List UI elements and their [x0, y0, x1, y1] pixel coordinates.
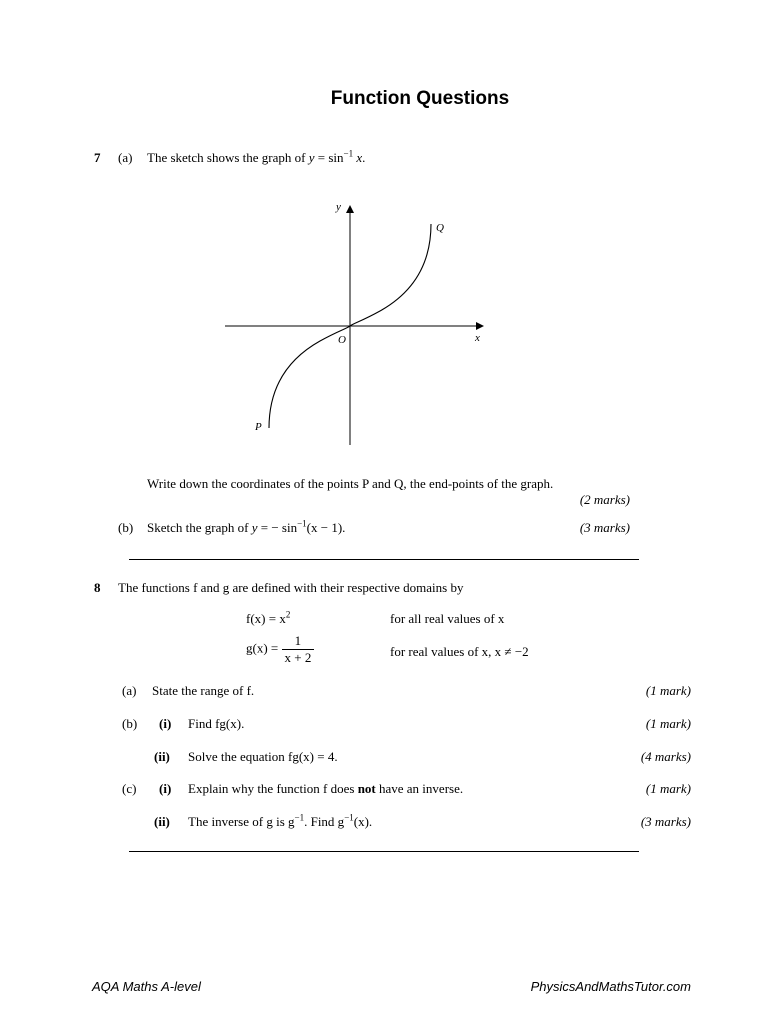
q7b-eq-y: y	[251, 520, 258, 535]
q7a-eq-mid: = sin	[314, 150, 344, 165]
q7a-instruction: Write down the coordinates of the points P and Q, the end-points of the graph.	[147, 476, 554, 491]
q8b-i-text: Find fg(x).	[188, 716, 245, 731]
q8a-marks: (1 mark)	[645, 683, 691, 698]
q8-g-definition	[246, 633, 314, 666]
y-axis-label: y	[336, 201, 341, 213]
q8c-ii-label: (ii)	[154, 814, 170, 829]
q8a-text: State the range of f.	[152, 683, 255, 698]
q7a-eq-y: y	[308, 150, 315, 165]
question-7-number: 7	[94, 150, 101, 165]
q8c-ii-text-post: (x).	[353, 814, 373, 829]
q8-f-domain: for all real values of x	[390, 611, 505, 626]
point-p-label: P	[255, 421, 262, 433]
x-axis-label: x	[475, 332, 480, 344]
q8-f-def-sup: 2	[285, 609, 291, 620]
q7b-eq-sup: −1	[297, 518, 307, 529]
q8-f-definition	[246, 611, 290, 627]
q8c-label: (c)	[122, 781, 137, 796]
q8c-i-label: (i)	[159, 781, 172, 796]
question-8-number: 8	[94, 580, 101, 595]
q7b-text	[147, 520, 345, 536]
q7b-eq-tail: (x − 1).	[306, 520, 346, 535]
q8-intro: The functions f and g are defined with their respective domains by	[118, 580, 464, 595]
q8-g-def-text: g(x) =	[246, 640, 279, 656]
q8b-ii-marks: (4 marks)	[640, 749, 691, 764]
q7b-text-lead: Sketch the graph of	[147, 520, 249, 535]
q8c-ii-sup1: −1	[294, 812, 305, 823]
q8b-i-label: (i)	[159, 716, 172, 731]
divider-q8	[129, 851, 639, 852]
origin-label: O	[338, 334, 346, 346]
q8c-i-marks: (1 mark)	[645, 781, 691, 796]
q7a-eq-x: x	[356, 150, 363, 165]
q8b-label: (b)	[122, 716, 138, 731]
q7a-label: (a)	[118, 150, 133, 165]
q7a-marks: (2 marks)	[579, 492, 630, 507]
q8a-label: (a)	[122, 683, 137, 698]
q8b-i-marks: (1 mark)	[645, 716, 691, 731]
q7b-label: (b)	[118, 520, 134, 535]
q8-f-def-text: f(x) = x	[246, 611, 286, 626]
q7a-text	[147, 150, 365, 166]
q8c-i-text-pre: Explain why the function f does	[188, 781, 358, 796]
divider-q7	[129, 559, 639, 560]
q8c-ii-text-pre: The inverse of g is g	[188, 814, 295, 829]
q8-g-numerator: 1	[282, 633, 315, 650]
q8-g-domain: for real values of x, x ≠ −2	[390, 644, 529, 659]
page-title: Function Questions	[330, 88, 510, 109]
q8c-ii-marks: (3 marks)	[640, 814, 691, 829]
q7b-eq-mid: = − sin	[257, 520, 298, 535]
q8c-i-text-post: have an inverse.	[375, 781, 464, 796]
q8c-ii-text-mid: . Find g	[304, 814, 345, 829]
q8c-ii-text	[188, 814, 372, 830]
q8-g-fraction	[282, 633, 315, 666]
footer-right: PhysicsAndMathsTutor.com	[530, 979, 691, 994]
q8c-i-text	[188, 781, 463, 797]
footer-left: AQA Maths A-level	[92, 979, 201, 994]
q7b-marks: (3 marks)	[579, 520, 630, 535]
q7a-text-lead: The sketch shows the graph of	[147, 150, 306, 165]
arcsin-graph	[220, 195, 500, 450]
q8b-ii-text: Solve the equation fg(x) = 4.	[188, 749, 338, 764]
q7a-eq-sup: −1	[343, 148, 354, 159]
point-q-label: Q	[436, 222, 444, 234]
q8-g-denominator: x + 2	[284, 650, 312, 665]
q8c-ii-sup2: −1	[344, 812, 354, 823]
q8b-ii-label: (ii)	[154, 749, 170, 764]
q7a-eq-end: .	[362, 150, 366, 165]
q8c-i-text-bold: not	[357, 781, 376, 796]
